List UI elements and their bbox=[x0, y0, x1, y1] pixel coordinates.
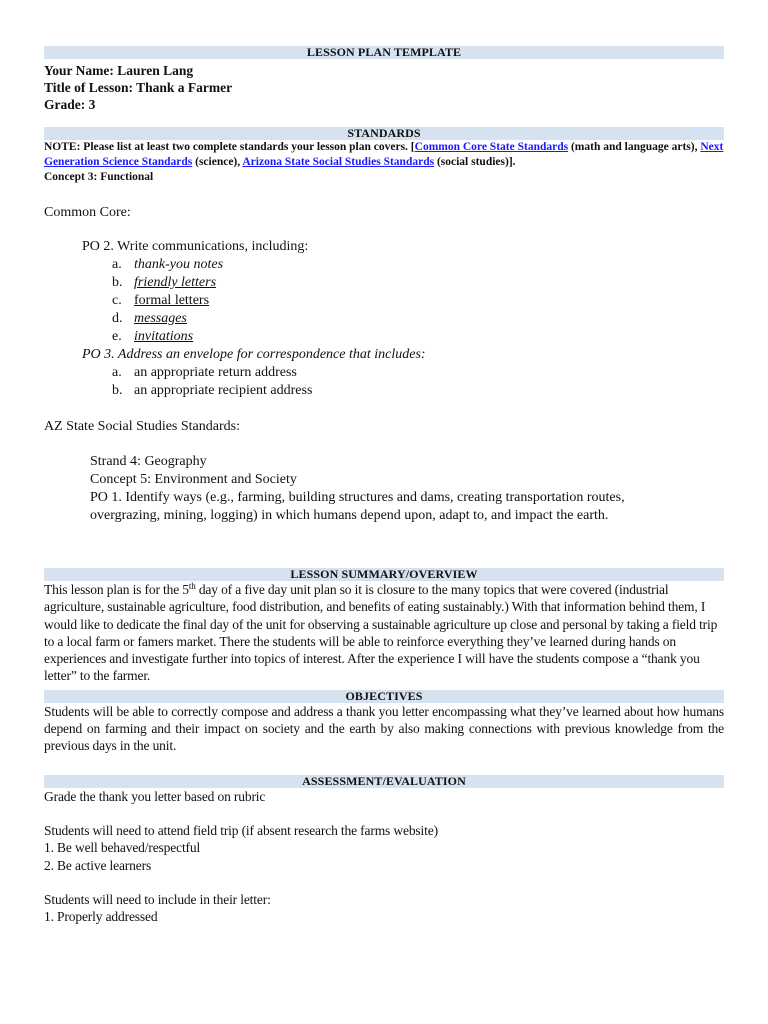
letter-requirements-line: Students will need to include in their letter: bbox=[44, 891, 271, 907]
objectives-text: Students will be able to correctly compose and address a thank you letter encompassing what they’ve learned about how humans depend on farming and their impact on society and the earth by also making connections with previous knowledge from the previous days in the unit. bbox=[44, 703, 724, 754]
list-marker: e. bbox=[112, 329, 122, 344]
lesson-plan-document bbox=[44, 46, 724, 925]
standards-heading: STANDARDS bbox=[44, 127, 724, 140]
list-item bbox=[44, 364, 724, 382]
po2-list bbox=[44, 256, 724, 346]
objectives-heading: OBJECTIVES bbox=[44, 690, 724, 703]
common-core-label: Common Core: bbox=[44, 205, 131, 220]
list-item: 1. Be well behaved/respectful bbox=[44, 840, 201, 856]
ngss-link[interactable]: Next Generation Science Standards bbox=[44, 141, 724, 168]
list-item bbox=[44, 256, 724, 274]
po1-text: PO 1. Identify ways (e.g., farming, building structures and dams, creating transportation routes, overgrazing, mining, logging) in which humans depend upon, adapt to, and impact the earth. bbox=[90, 490, 625, 523]
concept5-line: Concept 5: Environment and Society bbox=[90, 472, 297, 487]
template-title-bar: LESSON PLAN TEMPLATE bbox=[44, 46, 724, 59]
list-item: 2. Be active learners bbox=[44, 857, 152, 873]
list-text: thank-you notes bbox=[134, 257, 224, 272]
summary-text-rest: day of a five day unit plan so it is closure to the many topics that were covered (industrial agriculture, sustainable agriculture, food distribution, and benefits of eating sustainably.) With that information behind them, I would like to dedicate the final day of the unit for observing a sustainable agriculture up close and personal by taking a field trip to a local farm or famers market. There the students will be able to reinforce everything they’ve learned during hands on experiences and investigate further into topics of interest. After the experience I will have the students compose a “thank you letter” to the farmer. bbox=[44, 582, 718, 684]
concept-label: Concept 3: Functional bbox=[44, 171, 154, 183]
summary-text bbox=[44, 581, 724, 685]
list-text: formal letters bbox=[134, 293, 210, 308]
note-text: NOTE: Please list at least two complete standards your lesson plan covers. [ bbox=[44, 141, 415, 153]
note-text: (science), bbox=[192, 156, 243, 168]
po3-list bbox=[44, 364, 724, 400]
list-item bbox=[44, 328, 724, 346]
list-marker: a. bbox=[112, 257, 122, 272]
grade: Grade: 3 bbox=[44, 97, 96, 112]
strand-line: Strand 4: Geography bbox=[90, 454, 207, 469]
summary-heading: LESSON SUMMARY/OVERVIEW bbox=[44, 568, 724, 581]
list-item bbox=[44, 382, 724, 400]
note-text: (social studies)]. bbox=[434, 156, 516, 168]
list-text: an appropriate recipient address bbox=[134, 383, 313, 398]
az-standards-label: AZ State Social Studies Standards: bbox=[44, 419, 240, 434]
po2-heading: PO 2. Write communications, including: bbox=[82, 239, 309, 254]
field-trip-line: Students will need to attend field trip (if absent research the farms website) bbox=[44, 822, 438, 838]
po3-heading: PO 3. Address an envelope for correspondence that includes: bbox=[82, 347, 426, 362]
arizona-standards-link[interactable]: Arizona State Social Studies Standards bbox=[242, 156, 435, 168]
ordinal-superscript: th bbox=[188, 581, 196, 591]
common-core-link[interactable]: Common Core State Standards bbox=[414, 141, 569, 153]
list-text: messages bbox=[134, 311, 187, 326]
list-text: friendly letters bbox=[134, 275, 217, 290]
standards-note bbox=[44, 140, 724, 170]
list-marker: b. bbox=[112, 275, 123, 290]
list-item bbox=[44, 274, 724, 292]
your-name: Your Name: Lauren Lang bbox=[44, 63, 194, 78]
summary-text-start: This lesson plan is for the 5 bbox=[44, 582, 189, 597]
list-item bbox=[44, 310, 724, 328]
assessment-heading: ASSESSMENT/EVALUATION bbox=[44, 775, 724, 788]
note-text: (math and language arts), bbox=[568, 141, 701, 153]
list-text: invitations bbox=[134, 329, 194, 344]
list-marker: c. bbox=[112, 293, 122, 308]
list-item bbox=[44, 292, 724, 310]
list-marker: b. bbox=[112, 383, 123, 398]
list-marker: a. bbox=[112, 365, 122, 380]
assessment-line-rubric: Grade the thank you letter based on rubric bbox=[44, 788, 266, 804]
header-block bbox=[44, 62, 724, 113]
lesson-title: Title of Lesson: Thank a Farmer bbox=[44, 80, 233, 95]
list-text: an appropriate return address bbox=[134, 365, 297, 380]
list-marker: d. bbox=[112, 311, 123, 326]
list-item: 1. Properly addressed bbox=[44, 909, 158, 925]
